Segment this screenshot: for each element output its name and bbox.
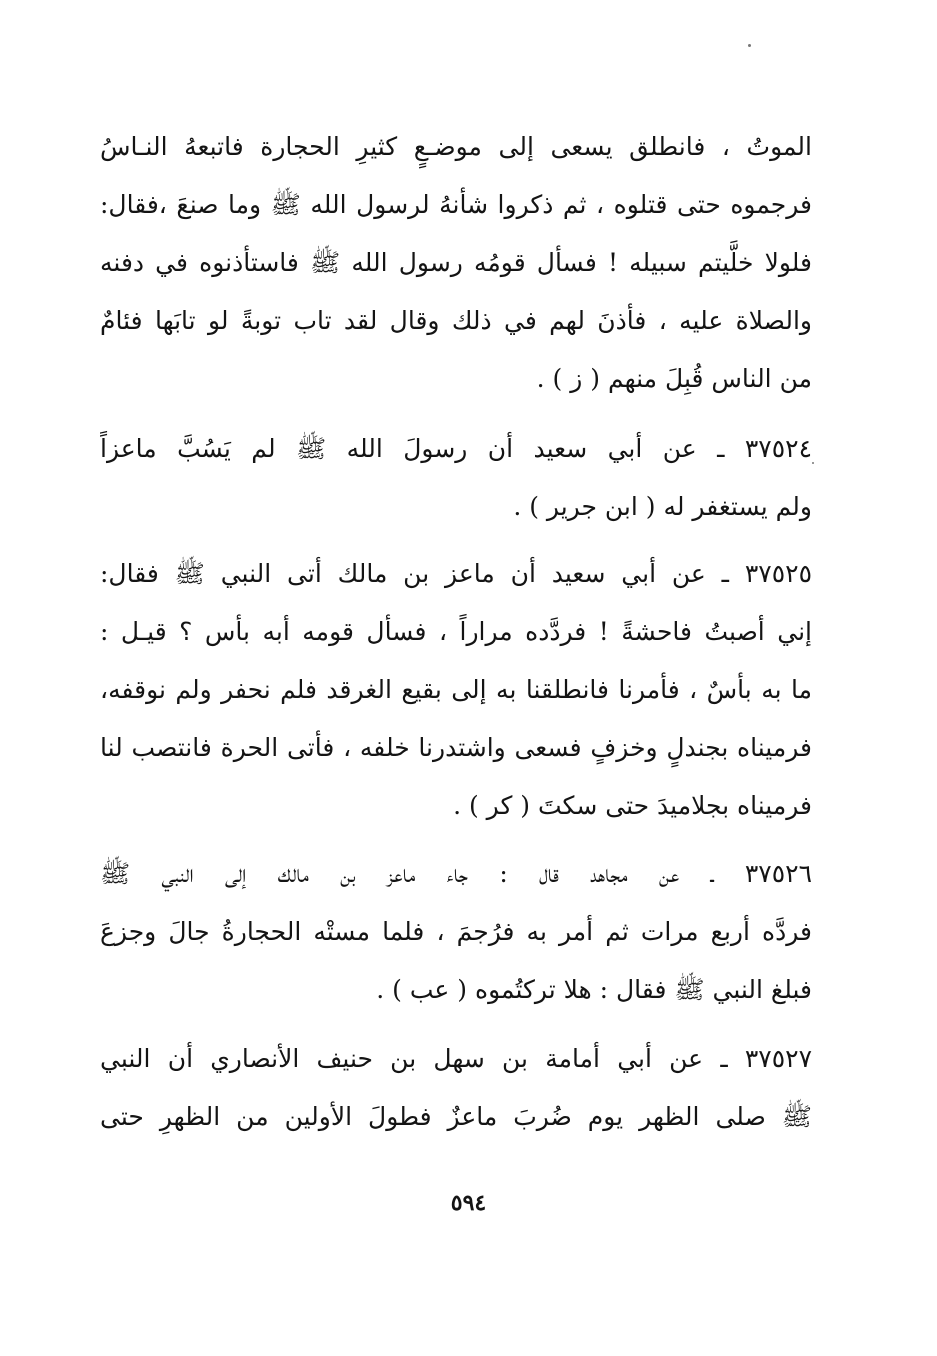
text-line: فرميناه بجندلٍ وخزفٍ فسعى واشتدرنا خلفه ، فأتى الحرة فانتصب لنا <box>100 733 812 762</box>
scan-speck <box>748 44 751 47</box>
text-line: ﷺ صلى الظهر يوم ضُربَ ماعزٌ فطولَ الأولين من الظهرِ حتى <box>100 1102 812 1131</box>
text-line: ولم يستغفر له ( ابن جرير ) . <box>513 492 812 521</box>
page-number: ٥٩٤ <box>450 1190 487 1216</box>
hadith-37525 <box>100 545 812 835</box>
text-line: ٣٧٥٢٤ ـ عن أبي سعيد أن رسولَ الله ﷺ لم يَسُبَّ ماعزاً <box>100 434 812 463</box>
hadith-37526 <box>100 845 812 1019</box>
text-line: والصلاة عليه ، فأذنَ لهم في ذلك وقال لقد تاب توبةً لو تابَها فئامٌ <box>100 306 812 335</box>
hadith-37527 <box>100 1030 812 1146</box>
hadith-37524 <box>100 420 812 536</box>
text-line: ٣٧٥٢٦ ـ عن مجاهد قال : جاء ماعز بن مالك إلى النبي ﷺ <box>100 859 812 888</box>
text-line: الموتُ ، فانطلق يسعى إلى موضـعٍ كثيرِ الحجارة فاتبعهُ النـاسُ <box>100 132 812 161</box>
text-line: فرجموه حتى قتلوه ، ثم ذكروا شأنهُ لرسول الله ﷺ وما صنعَ ،فقال: <box>100 190 812 219</box>
text-line: إني أصبتُ فاحشةً ! فردَّده مراراً ، فسأل قومه أبه بأس ؟ قيـل : <box>100 617 812 646</box>
text-line: من الناس قُبِلَ منهم ( ز ) . <box>536 364 812 393</box>
text-line: ٣٧٥٢٥ ـ عن أبي سعيد أن ماعز بن مالك أتى النبي ﷺ فقال: <box>100 559 812 588</box>
text-line: فلولا خلَّيتم سبيله ! فسأل قومُه رسول الله ﷺ فاستأذنوه في دفنه <box>100 248 812 277</box>
text-line: ٣٧٥٢٧ ـ عن أبي أمامة بن سهل بن حنيف الأنصاري أن النبي <box>100 1044 812 1073</box>
text-line: فردَّه أربع مرات ثم أمر به فرُجمَ ، فلما مستْه الحجارةُ جالَ وجزعَ <box>100 917 812 946</box>
text-line: فبلغ النبي ﷺ فقال : هلا تركتُموه ( عب ) . <box>376 975 812 1004</box>
paragraph-continuation <box>100 118 812 408</box>
scan-speck <box>812 462 814 464</box>
text-line: ما به بأسٌ ، فأمرنا فانطلقنا به إلى بقيع الغرقد فلم نحفر ولم نوقفه، <box>100 675 812 704</box>
text-line: فرميناه بجلاميدَ حتى سكتَ ( كر ) . <box>453 791 812 820</box>
